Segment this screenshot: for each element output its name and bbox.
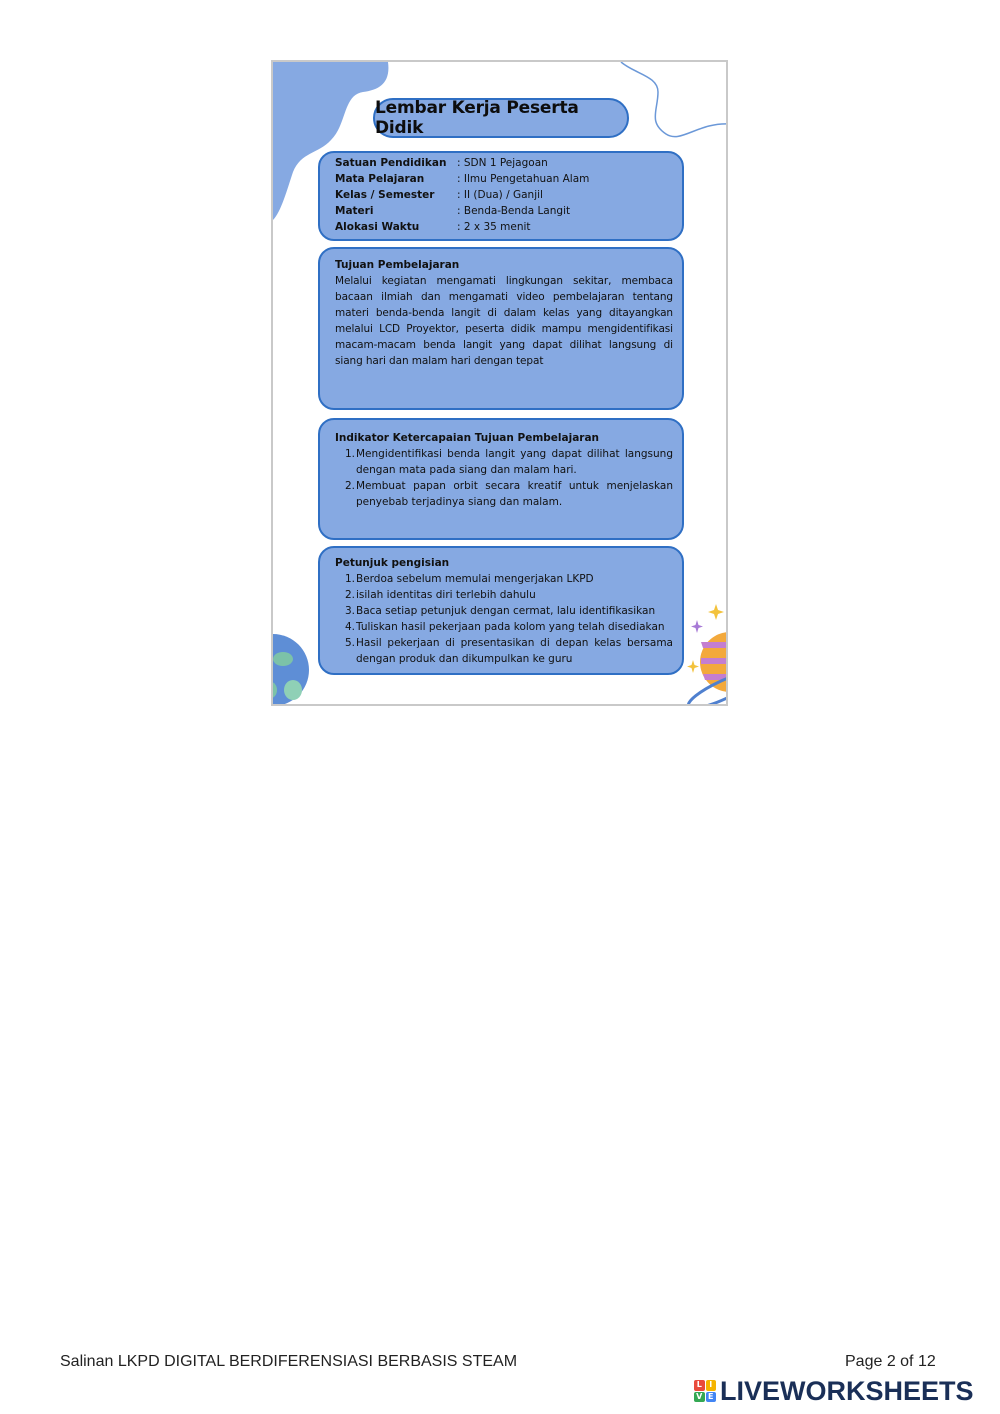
brand-logo-icon (694, 1380, 716, 1402)
info-label: Mata Pelajaran (335, 173, 425, 185)
info-row (335, 187, 673, 203)
info-label: Kelas / Semester (335, 189, 435, 201)
list-text: Tuliskan hasil pekerjaan pada kolom yang telah disediakan (356, 621, 665, 633)
page-indicator: Page 2 of 12 (845, 1353, 936, 1370)
info-row (335, 219, 673, 235)
list-text: Berdoa sebelum memulai mengerjakan LKPD (356, 573, 594, 585)
learning-objective-heading: Tujuan Pembelajaran (335, 259, 460, 271)
logo-letter: V (694, 1392, 705, 1403)
earth-icon (273, 634, 309, 706)
brand-name: LIVEWORKSHEETS (720, 1375, 974, 1406)
info-value: : Benda-Benda Langit (457, 205, 571, 217)
list-text: Membuat papan orbit secara kreatif untuk menjelaskan penyebab terjadinya siang dan malam. (356, 480, 673, 508)
info-label: Materi (335, 205, 374, 217)
document-title: Salinan LKPD DIGITAL BERDIFERENSIASI BERBASIS STEAM (60, 1353, 518, 1370)
list-text: Mengidentifikasi benda langit yang dapat dilihat langsung dengan mata pada siang dan malam hari. (356, 448, 673, 476)
info-row (335, 155, 673, 171)
list-text: Baca setiap petunjuk dengan cermat, lalu identifikasikan (356, 605, 656, 617)
logo-letter: E (706, 1392, 717, 1403)
instructions-list (335, 571, 673, 667)
list-item (335, 635, 673, 667)
achievement-indicator-box (318, 418, 684, 540)
worksheet-title: Lembar Kerja Peserta Didik (373, 98, 629, 138)
list-item (335, 587, 673, 603)
indicator-list (335, 446, 673, 510)
learning-objective-text: Melalui kegiatan mengamati lingkungan sekitar, membaca bacaan ilmiah dan mengamati video pembelajaran tentang materi benda-benda langit di dalam kelas yang ditayangkan melalui LCD Proyektor, peserta didik mampu mengidentifikasi macam-macam benda langit yang dapat dilihat langsung di siang hari dan malam hari dengan tepat (335, 275, 673, 367)
info-value: : SDN 1 Pejagoan (457, 157, 548, 169)
info-value: : Ilmu Pengetahuan Alam (457, 173, 590, 185)
list-number: 2. (344, 589, 355, 601)
info-value: : 2 x 35 menit (457, 221, 531, 233)
list-text: isilah identitas diri terlebih dahulu (356, 589, 536, 601)
info-label: Satuan Pendidikan (335, 157, 447, 169)
list-item (335, 619, 673, 635)
identity-box (318, 151, 684, 241)
list-number: 3. (344, 605, 355, 617)
info-value: : II (Dua) / Ganjil (457, 189, 543, 201)
list-number: 4. (344, 621, 355, 633)
logo-letter: I (706, 1380, 717, 1391)
list-number: 5. (344, 637, 355, 649)
learning-objective-box (318, 247, 684, 410)
instructions-heading: Petunjuk pengisian (335, 557, 450, 569)
info-label: Alokasi Waktu (335, 221, 420, 233)
info-row (335, 171, 673, 187)
wave-line-top-right (621, 62, 728, 137)
list-item (335, 446, 673, 478)
list-item (335, 571, 673, 587)
achievement-indicator-heading: Indikator Ketercapaian Tujuan Pembelajaran (335, 432, 600, 444)
info-row (335, 203, 673, 219)
list-text: Hasil pekerjaan di presentasikan di depan kelas bersama dengan produk dan dikumpulkan ke guru (356, 637, 673, 665)
instructions-box (318, 546, 684, 675)
list-number: 1. (344, 448, 355, 460)
liveworksheets-logo[interactable] (694, 1376, 974, 1406)
worksheet-page (271, 60, 728, 706)
list-number: 2. (344, 480, 355, 492)
list-item (335, 603, 673, 619)
logo-letter: L (694, 1380, 705, 1391)
planet-icon (685, 632, 728, 706)
list-item (335, 478, 673, 510)
list-number: 1. (344, 573, 355, 585)
